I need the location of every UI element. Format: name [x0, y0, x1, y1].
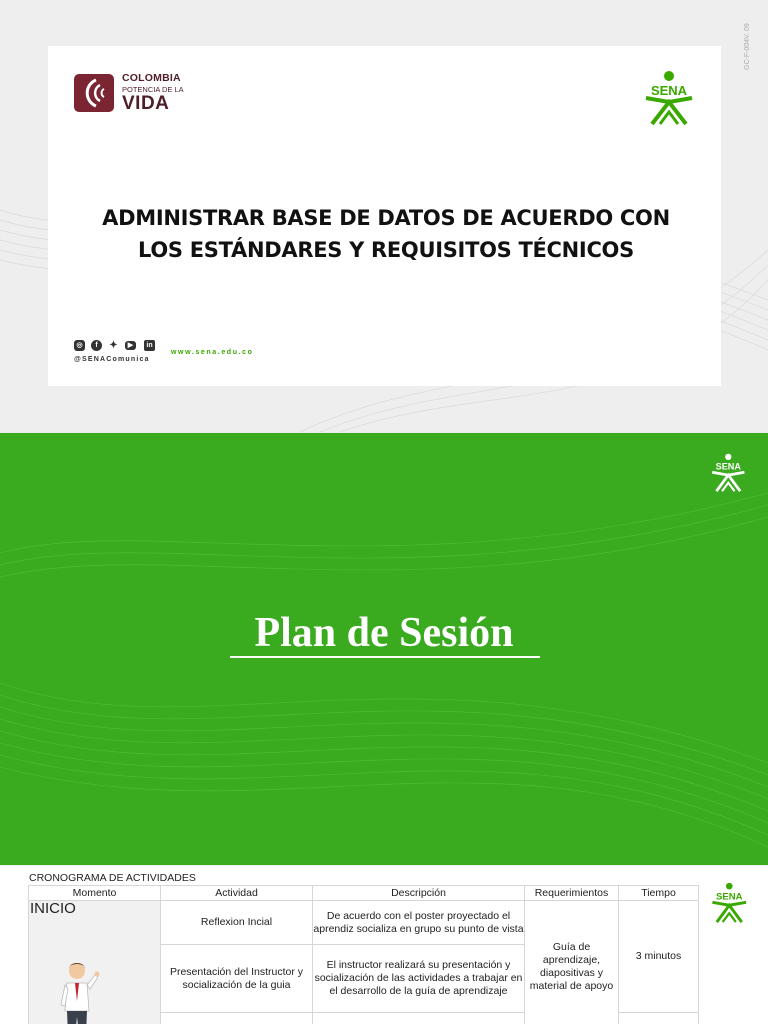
tiempo-cell: 3 minutos — [619, 901, 699, 1013]
schedule-slide — [0, 866, 768, 1024]
svg-text:SENA: SENA — [716, 891, 743, 903]
table-header-row — [29, 886, 699, 901]
header-actividad: Actividad — [161, 886, 313, 901]
header-requerimientos: Requerimientos — [525, 886, 619, 901]
actividad-cell — [161, 1013, 313, 1024]
colombia-logo-mark-icon — [74, 74, 114, 112]
logo-vida-text: VIDA — [122, 93, 170, 114]
website-link[interactable]: www.sena.edu.co — [171, 349, 254, 356]
sena-logo-icon — [708, 453, 750, 493]
document-code: GC-F-004V. 09 — [744, 23, 751, 70]
actividad-cell: Presentación del Instructor y socialización de la guia — [161, 945, 313, 1013]
moment-label: INICIO — [30, 900, 76, 917]
requerimientos-cell: Guía de aprendizaje, diapositivas y material de apoyo — [525, 901, 619, 1024]
course-title — [68, 202, 704, 266]
svg-text:SENA: SENA — [715, 461, 741, 472]
tiempo-cell — [619, 1013, 699, 1024]
twitter-icon[interactable]: ✦ — [109, 340, 118, 351]
sena-logo-icon — [640, 70, 700, 126]
title-card — [48, 46, 721, 386]
plan-slide — [0, 433, 768, 865]
descripcion-cell: De acuerdo con el poster proyectado el aprendiz socializa en grupo su punto de vista — [313, 901, 525, 945]
schedule-table — [28, 885, 699, 1024]
social-links — [74, 340, 334, 370]
svg-text:SENA: SENA — [650, 83, 688, 98]
instructor-illustration-icon — [59, 959, 103, 1024]
sena-logo-icon — [708, 882, 752, 924]
instagram-icon[interactable]: ◎ — [74, 340, 85, 351]
descripcion-cell: El instructor realizará su presentación y socialización de las actividades a trabajar en el desarrollo de la guía de aprendizaje — [313, 945, 525, 1013]
header-tiempo: Tiempo — [619, 886, 699, 901]
actividad-cell: Reflexion Incial — [161, 901, 313, 945]
logo-potencia-text: POTENCIA DE LA — [122, 85, 184, 94]
course-title-line-1: ADMINISTRAR BASE DE DATOS DE ACUERDO CON — [102, 206, 670, 230]
youtube-icon[interactable]: ▶ — [125, 341, 136, 350]
moment-cell — [29, 901, 161, 1024]
header-descripcion: Descripción — [313, 886, 525, 901]
section-title: CRONOGRAMA DE ACTIVIDADES — [29, 872, 196, 884]
facebook-icon[interactable]: f — [91, 340, 102, 351]
plan-title: Plan de Sesión — [254, 610, 514, 656]
colombia-potencia-logo — [74, 72, 194, 116]
header-momento: Momento — [29, 886, 161, 901]
descripcion-cell — [313, 1013, 525, 1024]
table-row — [29, 901, 699, 945]
logo-colombia-text: COLOMBIA — [122, 72, 181, 84]
title-underline — [230, 656, 540, 658]
linkedin-icon[interactable]: in — [144, 340, 155, 351]
course-title-line-2: LOS ESTÁNDARES Y REQUISITOS TÉCNICOS — [138, 238, 634, 262]
social-handle: @SENAComunica — [74, 356, 150, 363]
cover-slide — [0, 0, 768, 432]
